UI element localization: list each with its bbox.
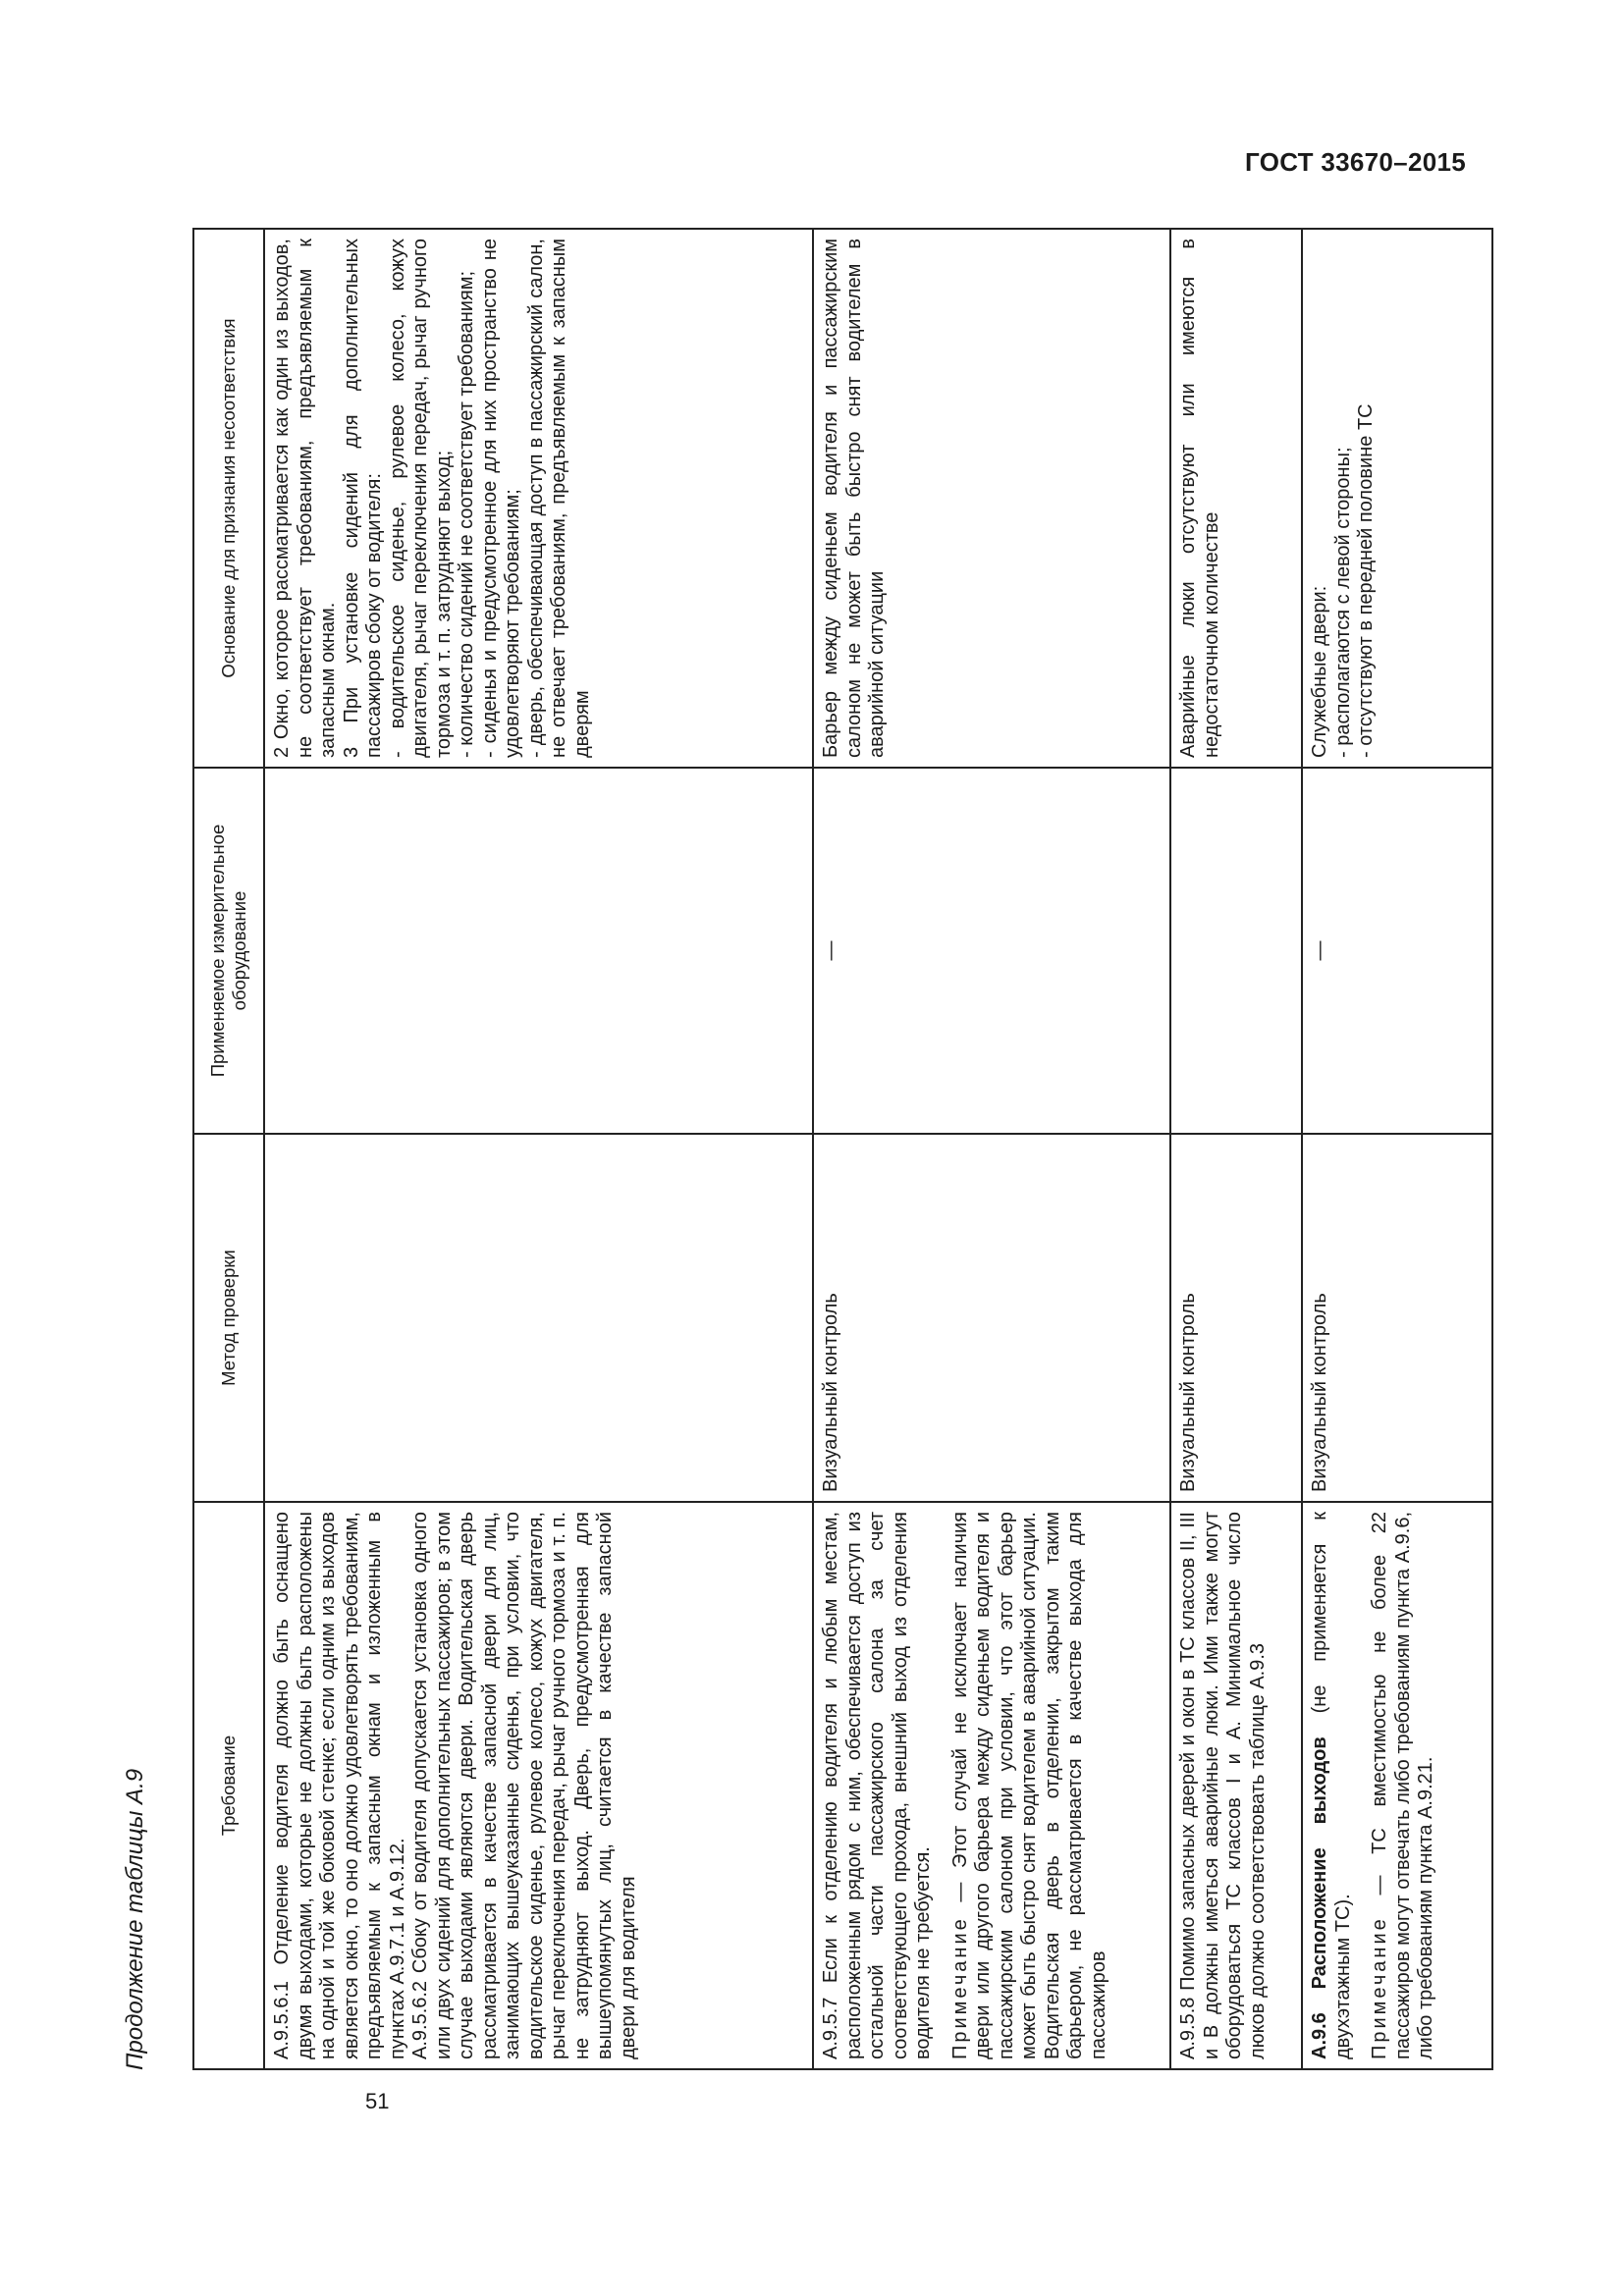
table-header-row [193, 229, 264, 2069]
table-row [813, 229, 1170, 2069]
basis-text: 2 Окно, которое рассматривается как один из выходов, не соответствует требованиям, предъявляемым к запасным окнам. 3 При установке сидений для дополнительных пассажиров сбоку от водителя: - водительское сиденье, рулевое колесо, кожух двигателя, рычаг переключения передач, рычаг ручного тормоза и т. п. затрудняют выход; - количество сидений не соответствует требованиям; - сиденья и предусмотренное для них пространство не удовлетворяют требованиям; - дверь, обеспечивающая доступ в пассажирский салон, не отвечает требованиям, предъявляемым к запасным дверям [271, 239, 593, 758]
note-text: — Этот случай не исключает наличия двери или другого барьера между сиденьем водителя и пассажирским салоном при условии, что этот барьер может быть быстро снят водителем в аварийной ситуации. Водительская дверь в отделении, закрытом таким барьером, не рассматривается в качестве выхода для пассажиров [948, 1512, 1109, 2059]
cell-equipment: — [1302, 768, 1492, 1134]
table-row [264, 229, 813, 2069]
table-row [1302, 229, 1492, 2069]
cell-equipment [1170, 768, 1302, 1134]
col-header-basis: Основание для признания несоответствия [193, 229, 264, 768]
col-header-method: Метод проверки [193, 1134, 264, 1502]
cell-basis [1302, 229, 1492, 768]
table-caption: Продолжение таблицы А.9 [122, 1768, 148, 2070]
col-header-requirement: Требование [193, 1502, 264, 2069]
cell-method [264, 1134, 813, 1502]
cell-method: Визуальный контроль [1302, 1134, 1492, 1502]
note-paragraph [1369, 1512, 1438, 2059]
cell-requirement [813, 1502, 1170, 2069]
section-heading-rest: (не применяется к двухэтажным ТС). [1309, 1512, 1354, 2059]
cell-basis [1170, 229, 1302, 768]
cell-basis [813, 229, 1170, 768]
cell-basis [264, 229, 813, 768]
note-label: Примечание [948, 1916, 971, 2059]
basis-text: Барьер между сиденьем водителя и пассажирским салоном не может быть быстро снят водителем в аварийной ситуации [820, 239, 888, 758]
note-label: Примечание [1369, 1916, 1390, 2059]
requirements-table [192, 228, 1493, 2070]
cell-requirement [1170, 1502, 1302, 2069]
cell-requirement [1302, 1502, 1492, 2069]
col-header-equipment: Применяемое измерительное оборудование [193, 768, 264, 1134]
document-standard-code: ГОСТ 33670–2015 [1245, 147, 1466, 177]
page-number: 51 [365, 2089, 390, 2113]
cell-method: Визуальный контроль [1170, 1134, 1302, 1502]
requirement-text: А.9.5.6.1 Отделение водителя должно быть оснащено двумя выходами, которые не должны быть расположены на одной и той же боковой стенке; если одним из выходов является окно, то оно должно удовлетворять требованиям, предъявляемым к запасным окнам и изложенным в пунктах А.9.7.1 и А.9.12. А.9.5.6.2 Сбоку от водителя допускается установка одного или двух сидений для дополнительных пассажиров; в этом случае выходами являются двери. Водительская дверь рассматривается в качестве запасной двери для лиц, занимающих вышеуказанные сиденья, при условии, что водительское сиденье, рулевое колесо, кожух двигателя, рычаг переключения передач, рычаг ручного тормоза и т. п. не затрудняют выход. Дверь, предусмотренная для вышеупомянутых лиц, считается в качестве запасной двери для водителя [271, 1512, 639, 2059]
requirement-text: А.9.5.7 Если к отделению водителя и любым местам, расположенным рядом с ним, обеспечивается доступ из остальной части пассажирского салона за счет соответствующего прохода, внешний выход из отделения водителя не требуется. [820, 1512, 934, 2059]
requirement-text: А.9.5.8 Помимо запасных дверей и окон в ТС классов II, III и В должны иметься аварийные люки. Ими также могут оборудоваться ТС классов I и А. Минимальное число люков должно соответствовать таблице А.9.3 [1177, 1512, 1269, 2059]
cell-equipment [264, 768, 813, 1134]
basis-text: Служебные двери: - располагаются с левой стороны; - отсутствуют в передней половине ТС [1309, 403, 1377, 758]
cell-method: Визуальный контроль [813, 1134, 1170, 1502]
requirement-text [1309, 1512, 1355, 2059]
section-heading: А.9.6 Расположение выходов [1309, 1736, 1330, 2059]
cell-requirement [264, 1502, 813, 2069]
rotated-table-container [122, 230, 1470, 2070]
note-text: — ТС вместимостью не более 22 пассажиров могут отвечать либо требованиям пункта А.9.6, либо требованиям пункта А.9.21. [1369, 1512, 1436, 2059]
table-row [1170, 229, 1302, 2069]
note-paragraph [949, 1512, 1111, 2059]
basis-text: Аварийные люки отсутствуют или имеются в недостаточном количестве [1177, 239, 1222, 758]
cell-equipment: — [813, 768, 1170, 1134]
